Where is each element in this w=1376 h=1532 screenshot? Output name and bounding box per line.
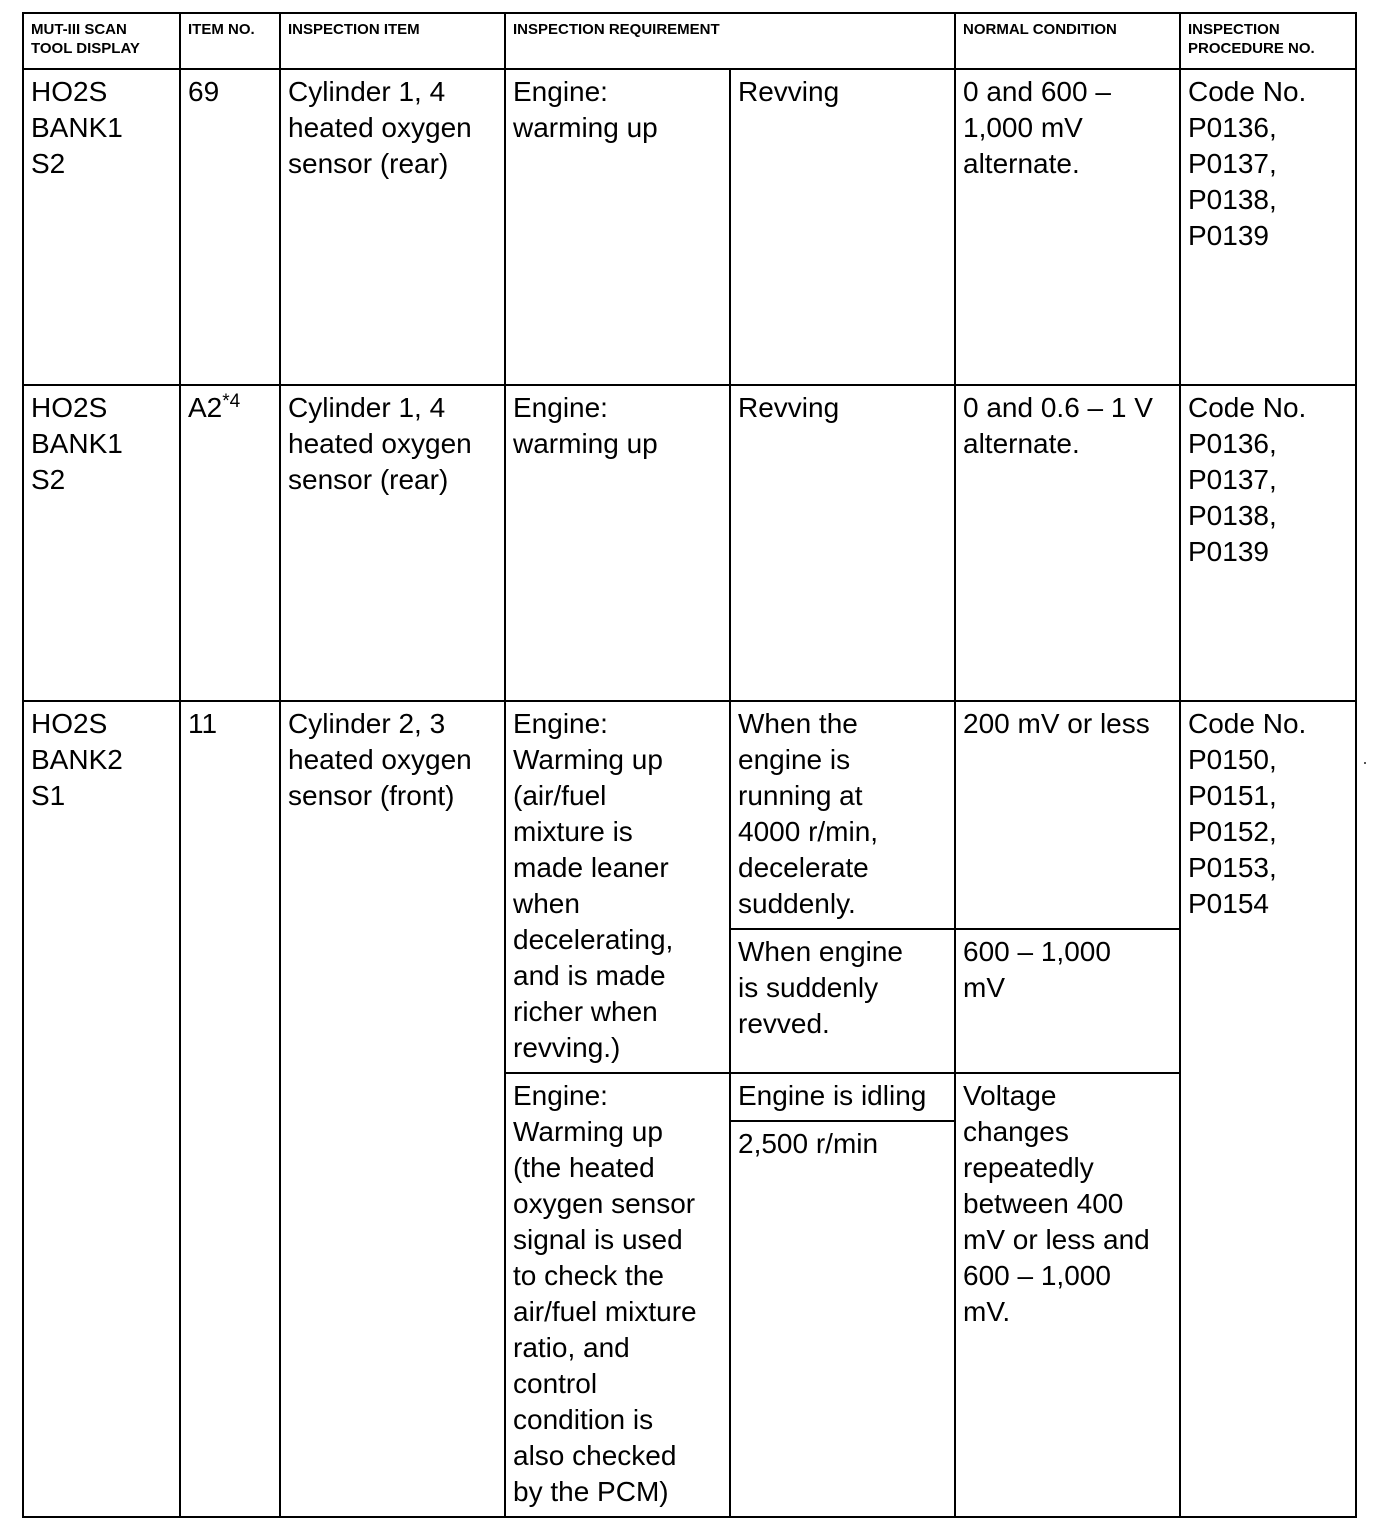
- cell-normal-condition: 600 – 1,000 mV: [955, 929, 1180, 1073]
- table-row: [23, 385, 1356, 701]
- cell-item-no: 11: [180, 701, 280, 1517]
- cell-condition: Revving: [730, 69, 955, 385]
- header-normal-condition: NORMAL CONDITION: [955, 13, 1180, 69]
- cell-condition: When engine is suddenly revved.: [730, 929, 955, 1073]
- header-inspection-item: INSPECTION ITEM: [280, 13, 505, 69]
- cell-condition: 2,500 r/min: [730, 1121, 955, 1517]
- cell-procedure-no: Code No. P0150, P0151, P0152, P0153, P0154: [1180, 701, 1356, 1517]
- cell-condition: When the engine is running at 4000 r/min, decelerate suddenly.: [730, 701, 955, 929]
- footnote-marker: *4: [222, 391, 241, 412]
- cell-item-no: A2$^{*4}$: [180, 385, 280, 701]
- cell-inspection-item: Cylinder 1, 4 heated oxygen sensor (rear): [280, 69, 505, 385]
- cell-condition: Engine is idling: [730, 1073, 955, 1121]
- cell-procedure-no: Code No. P0136, P0137, P0138, P0139: [1180, 69, 1356, 385]
- cell-normal-condition: 0 and 0.6 – 1 V alternate.: [955, 385, 1180, 701]
- cell-requirement: Engine: warming up: [505, 69, 730, 385]
- header-inspection-requirement: INSPECTION REQUIREMENT: [505, 13, 955, 69]
- cell-requirement: Engine: warming up: [505, 385, 730, 701]
- header-row: [23, 13, 1356, 69]
- cell-normal-condition: 200 mV or less: [955, 701, 1180, 929]
- stray-mark: [1364, 762, 1366, 764]
- cell-display: HO2S BANK1 S2: [23, 385, 180, 701]
- cell-inspection-item: Cylinder 2, 3 heated oxygen sensor (front): [280, 701, 505, 1517]
- table-row: [23, 701, 1356, 929]
- cell-inspection-item: Cylinder 1, 4 heated oxygen sensor (rear): [280, 385, 505, 701]
- cell-requirement: Engine: Warming up (the heated oxygen sensor signal is used to check the air/fuel mixture ratio, and control condition is also checked by the PCM): [505, 1073, 730, 1517]
- header-item-no: ITEM NO.: [180, 13, 280, 69]
- cell-procedure-no: Code No. P0136, P0137, P0138, P0139: [1180, 385, 1356, 701]
- cell-item-no: 69: [180, 69, 280, 385]
- cell-normal-condition: Voltage changes repeatedly between 400 mV or less and 600 – 1,000 mV.: [955, 1073, 1180, 1517]
- table-row: [23, 69, 1356, 385]
- inspection-table: [22, 12, 1357, 1518]
- cell-display: HO2S BANK1 S2: [23, 69, 180, 385]
- cell-requirement: Engine: Warming up (air/fuel mixture is made leaner when decelerating, and is made richer when revving.): [505, 701, 730, 1073]
- cell-normal-condition: 0 and 600 – 1,000 mV alternate.: [955, 69, 1180, 385]
- cell-display: HO2S BANK2 S1: [23, 701, 180, 1517]
- cell-condition: Revving: [730, 385, 955, 701]
- header-scan-tool-display: MUT-III SCAN TOOL DISPLAY: [23, 13, 180, 69]
- header-inspection-procedure-no: INSPECTION PROCEDURE NO.: [1180, 13, 1356, 69]
